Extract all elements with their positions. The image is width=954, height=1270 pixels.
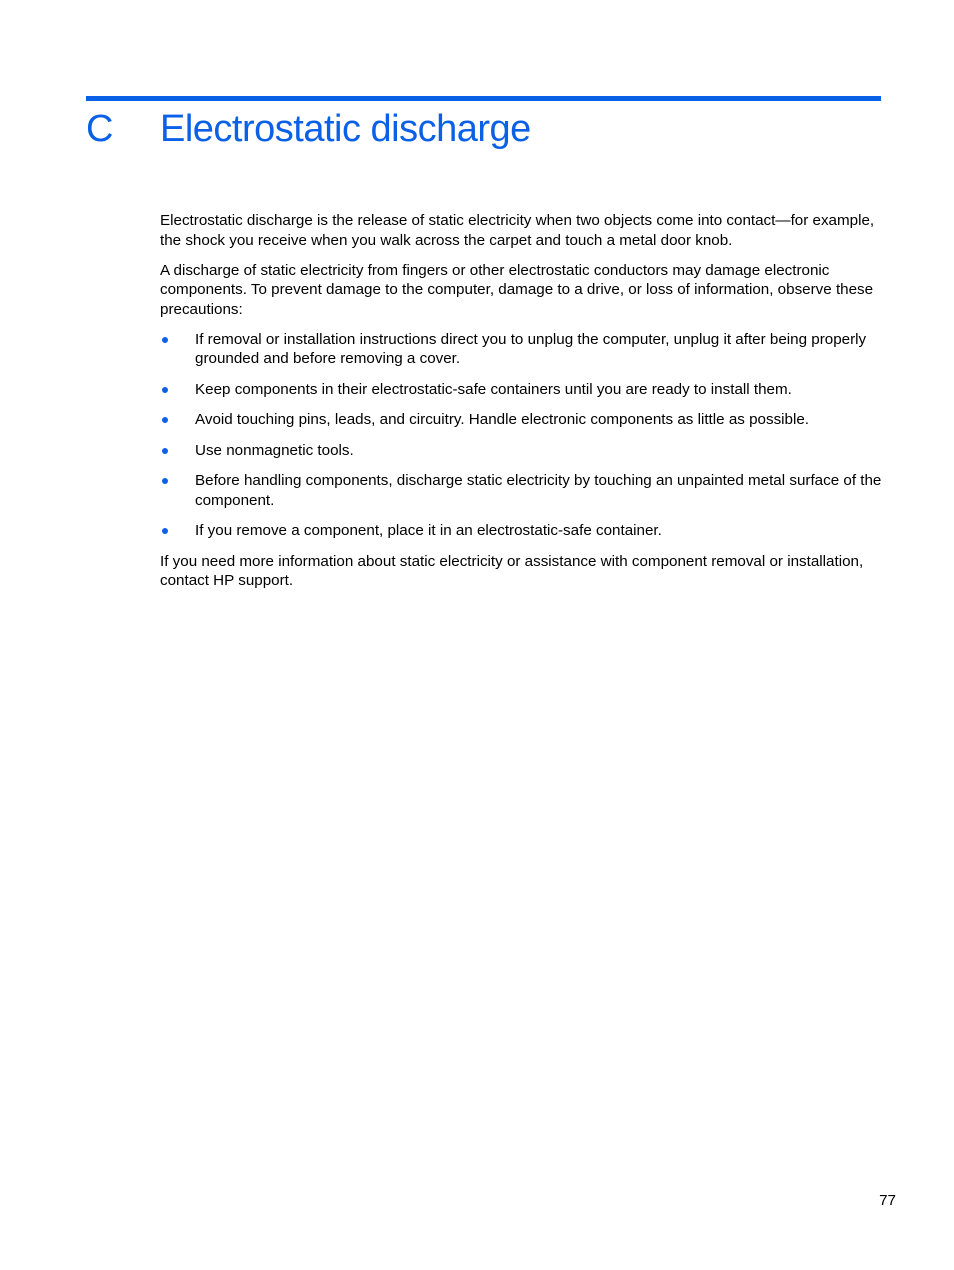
list-item [160,410,882,430]
list-item-text: Avoid touching pins, leads, and circuitry. Handle electronic components as little as possible. [195,411,810,429]
list-item [160,471,882,510]
list-item [160,380,882,400]
chapter-letter: C [86,108,113,150]
bullet-icon [162,337,168,343]
bullet-icon [162,387,168,393]
precautions-intro-paragraph: A discharge of static electricity from fingers or other electrostatic conductors may damage electronic components. To prevent damage to the computer, damage to a drive, or loss of information, observe these precautions: [160,261,874,318]
list-item [160,330,882,369]
list-item-text: Before handling components, discharge static electricity by touching an unpainted metal surface of the component. [195,472,882,509]
page-number: 77 [879,1192,896,1209]
bullet-icon [162,448,168,454]
precautions-list [160,330,882,541]
list-item-text: If removal or installation instructions direct you to unplug the computer, unplug it after being properly grounded and before removing a cover. [195,330,867,368]
bullet-icon [162,528,168,534]
chapter-rule [86,96,881,101]
list-item-text: Keep components in their electrostatic-safe containers until you are ready to install them. [195,380,792,398]
closing-paragraph: If you need more information about static electricity or assistance with component removal or installation, contact HP support. [160,552,864,590]
bullet-icon [162,417,168,423]
list-item [160,521,882,541]
intro-paragraph: Electrostatic discharge is the release of static electricity when two objects come into contact—for example, the shock you receive when you walk across the carpet and touch a metal door knob. [160,212,875,249]
list-item-text: If you remove a component, place it in an electrostatic-safe container. [195,522,662,540]
list-item [160,441,882,461]
main-content [160,211,882,601]
list-item-text: Use nonmagnetic tools. [195,441,354,459]
chapter-title: Electrostatic discharge [160,108,531,150]
bullet-icon [162,478,168,484]
